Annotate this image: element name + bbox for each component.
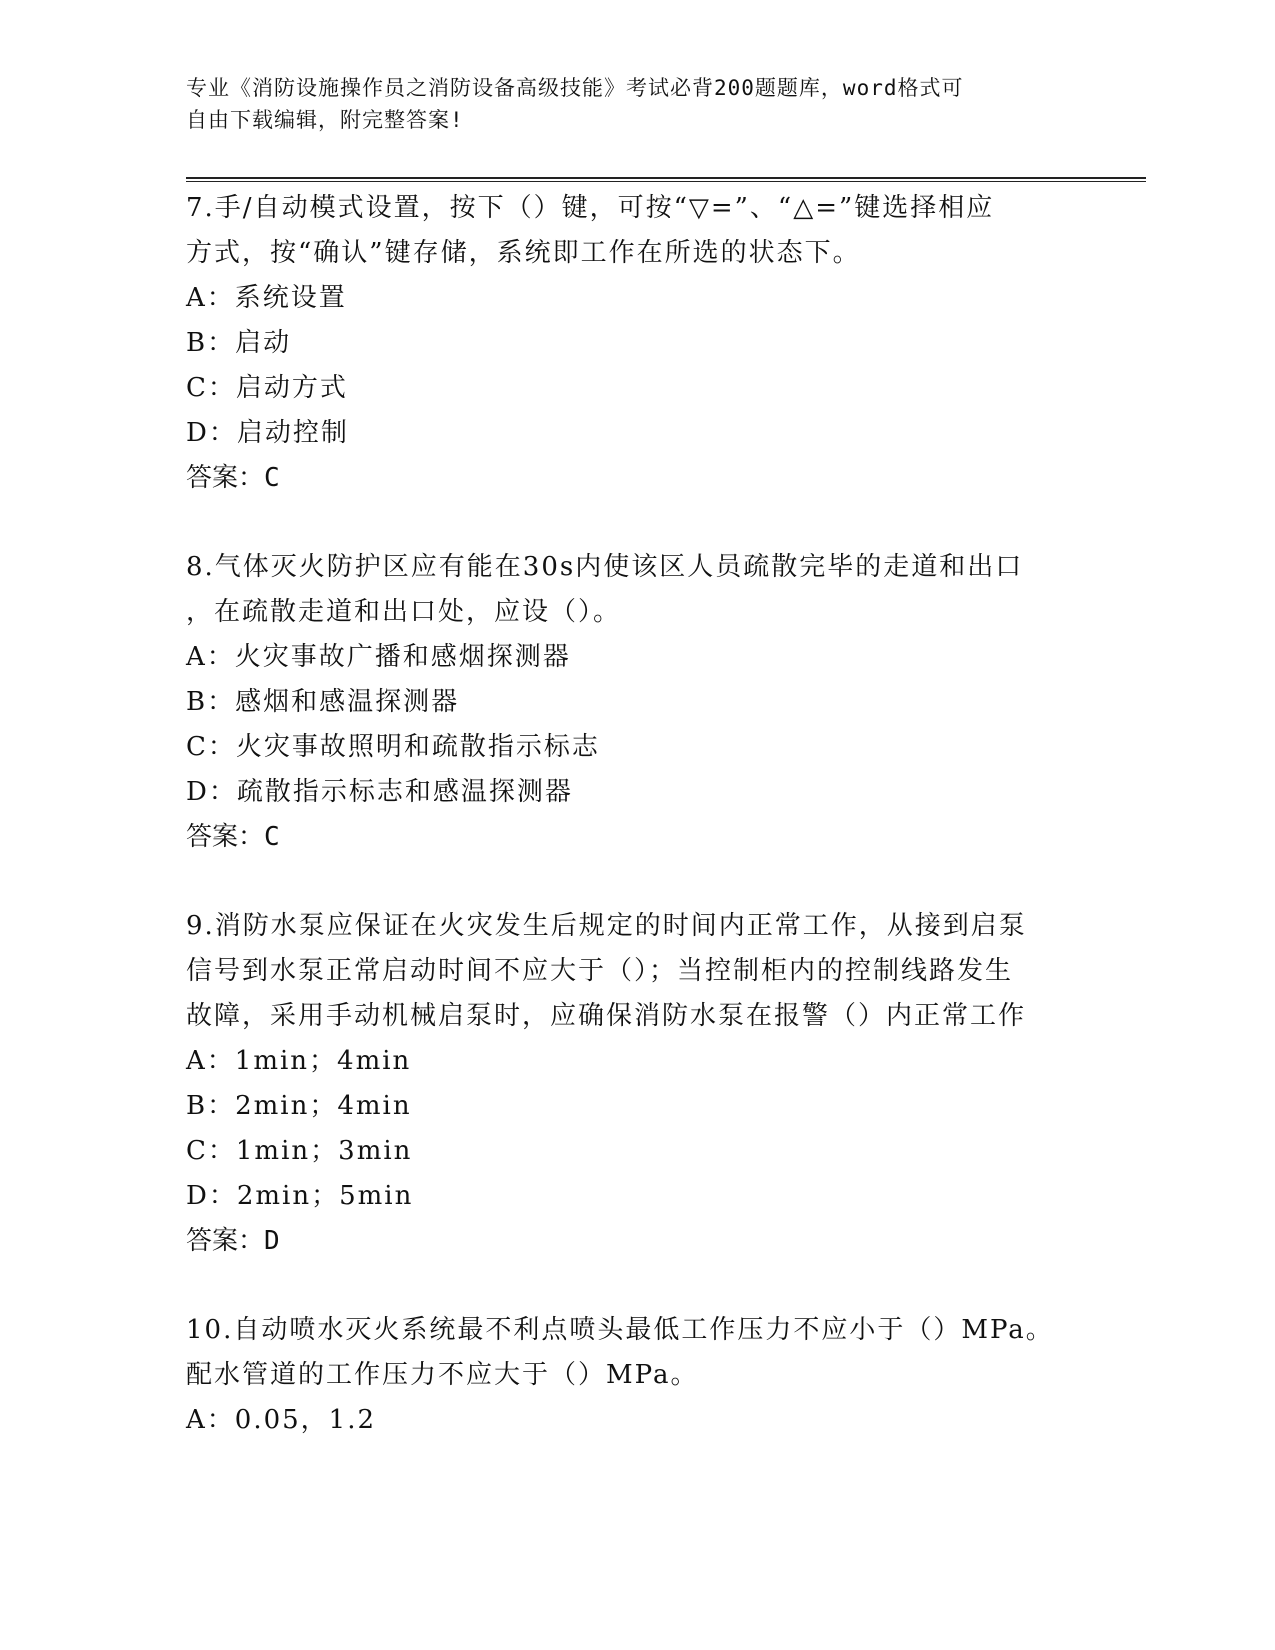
option-d: D：疏散指示标志和感温探测器: [186, 777, 573, 807]
question-text-line: 7.手/自动模式设置，按下（）键，可按“▽=”、“△=”键选择相应: [186, 193, 995, 223]
option-c: C：启动方式: [186, 373, 348, 403]
question-text-line: 方式，按“确认”键存储，系统即工作在所选的状态下。: [186, 238, 861, 268]
answer: 答案：D: [186, 1226, 280, 1256]
header-line-1: 专业《消防设施操作员之消防设备高级技能》考试必背200题题库，word格式可: [186, 76, 964, 100]
option-c: C：1min；3min: [186, 1136, 413, 1166]
question-9: [186, 904, 1086, 1264]
header-divider: [186, 177, 1146, 182]
question-text-line: 配水管道的工作压力不应大于（）MPa。: [186, 1360, 699, 1390]
document-header: [186, 72, 1066, 136]
option-a: A：0.05，1.2: [186, 1405, 377, 1435]
question-text-line: 8.气体灭火防护区应有能在30s内使该区人员疏散完毕的走道和出口: [186, 552, 1024, 582]
option-a: A：1min；4min: [186, 1046, 412, 1076]
answer: 答案：C: [186, 463, 280, 493]
option-d: D：2min；5min: [186, 1181, 414, 1211]
question-text-line: 9.消防水泵应保证在火灾发生后规定的时间内正常工作，从接到启泵: [186, 911, 1027, 941]
question-text-line: ，在疏散走道和出口处，应设（）。: [186, 597, 622, 627]
option-b: B：感烟和感温探测器: [186, 687, 460, 717]
option-a: A：火灾事故广播和感烟探测器: [186, 642, 571, 672]
option-c: C：火灾事故照明和疏散指示标志: [186, 732, 600, 762]
question-list: [186, 186, 1086, 1487]
option-a: A：系统设置: [186, 283, 347, 313]
header-line-2: 自由下载编辑，附完整答案!: [186, 108, 464, 132]
question-8: [186, 545, 1086, 860]
question-text-line: 故障，采用手动机械启泵时，应确保消防水泵在报警（）内正常工作: [186, 1001, 1027, 1031]
question-7: [186, 186, 1086, 501]
question-text-line: 信号到水泵正常启动时间不应大于（）；当控制柜内的控制线路发生: [186, 956, 1014, 986]
option-d: D：启动控制: [186, 418, 349, 448]
answer: 答案：C: [186, 822, 280, 852]
question-text-line: 10.自动喷水灭火系统最不利点喷头最低工作压力不应小于（）MPa。: [186, 1315, 1054, 1345]
question-10: [186, 1308, 1086, 1443]
option-b: B：2min；4min: [186, 1091, 412, 1121]
option-b: B：启动: [186, 328, 292, 358]
